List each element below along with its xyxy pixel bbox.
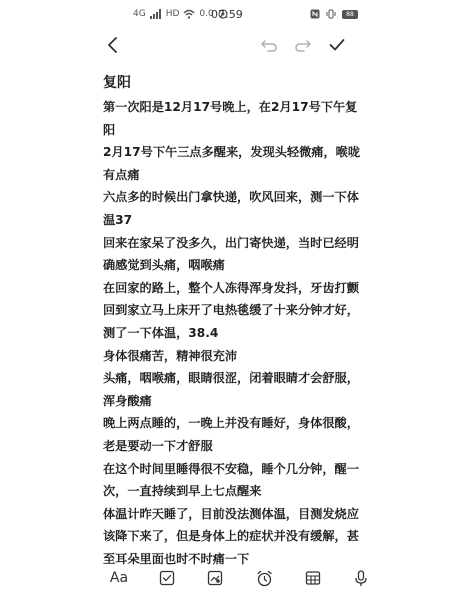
- redo-button[interactable]: [292, 34, 314, 56]
- status-bar: [0, 0, 450, 30]
- microphone-icon: [354, 570, 368, 587]
- voice-input-button[interactable]: [350, 567, 372, 589]
- note-editor[interactable]: [103, 70, 365, 570]
- note-line[interactable]: 回到家立马上床开了电热毯缓了十来分钟才好，测了一下体温，38.4: [103, 303, 359, 340]
- note-line[interactable]: 体温计昨天睡了，目前没法测体温，目测发烧应该降下来了，但是身体上的症状并没有缓解，甚至耳朵里面也时不时痛一下: [103, 506, 359, 566]
- note-line[interactable]: 回来在家呆了没多久，出门寄快递，当时已经明确感觉到头痛，咽喉痛: [103, 235, 359, 273]
- nfc-icon: [310, 9, 322, 19]
- note-line[interactable]: 身体很痛苦，精神很充沛: [103, 348, 238, 363]
- battery-icon: [342, 10, 358, 19]
- undo-icon: [260, 38, 278, 52]
- checklist-icon: [159, 570, 175, 586]
- network-label: 4G: [133, 9, 146, 19]
- note-line[interactable]: 六点多的时候出门拿快递，吹风回来，测一下体温37: [103, 190, 359, 227]
- note-line[interactable]: 在这个时间里睡得很不安稳，睡个几分钟，醒一次，一直持续到早上七点醒来: [103, 461, 359, 499]
- note-lines: [103, 96, 365, 570]
- done-button[interactable]: [326, 34, 348, 56]
- wifi-icon: [183, 9, 195, 19]
- vibrate-icon: [326, 9, 338, 19]
- status-right-group: [310, 9, 358, 19]
- note-line[interactable]: 第一次阳是12月17号晚上，在2月17号下午复阳: [103, 100, 358, 137]
- image-edit-button[interactable]: [204, 567, 226, 589]
- table-icon: [305, 570, 321, 586]
- text-format-button[interactable]: [108, 567, 130, 589]
- volte-label: HD: [165, 9, 180, 19]
- checklist-button[interactable]: [156, 567, 178, 589]
- note-toolbar: [0, 30, 450, 60]
- note-line[interactable]: 2月17号下午三点多醒来，发现头轻微痛，喉咙有点痛: [103, 145, 361, 182]
- note-line[interactable]: 在回家的路上，整个人冻得浑身发抖，牙齿打颤: [103, 280, 359, 295]
- redo-icon: [294, 38, 312, 52]
- chevron-left-icon: [106, 37, 120, 53]
- note-line[interactable]: 头痛，咽喉痛，眼睛很涩，闭着眼睛才会舒服，浑身酸痛: [103, 371, 359, 408]
- signal-icon: [150, 9, 162, 19]
- status-time: 07:59: [211, 8, 243, 21]
- table-button[interactable]: [302, 567, 324, 589]
- checkmark-icon: [329, 38, 345, 52]
- image-edit-icon: [207, 570, 223, 586]
- speed-label: 0.0: [199, 9, 214, 19]
- battery-level: 88: [346, 10, 354, 18]
- note-line[interactable]: 晚上两点睡的，一晚上并没有睡好，身体很酸，老是要动一下才舒服: [103, 416, 359, 453]
- back-button[interactable]: [102, 34, 124, 56]
- text-format-icon: Aa: [109, 570, 129, 586]
- alarm-clock-icon: [256, 570, 273, 587]
- format-toolbar: [0, 562, 450, 592]
- alarm-button[interactable]: [253, 567, 275, 589]
- note-title[interactable]: 复阳: [103, 75, 131, 91]
- undo-button[interactable]: [258, 34, 280, 56]
